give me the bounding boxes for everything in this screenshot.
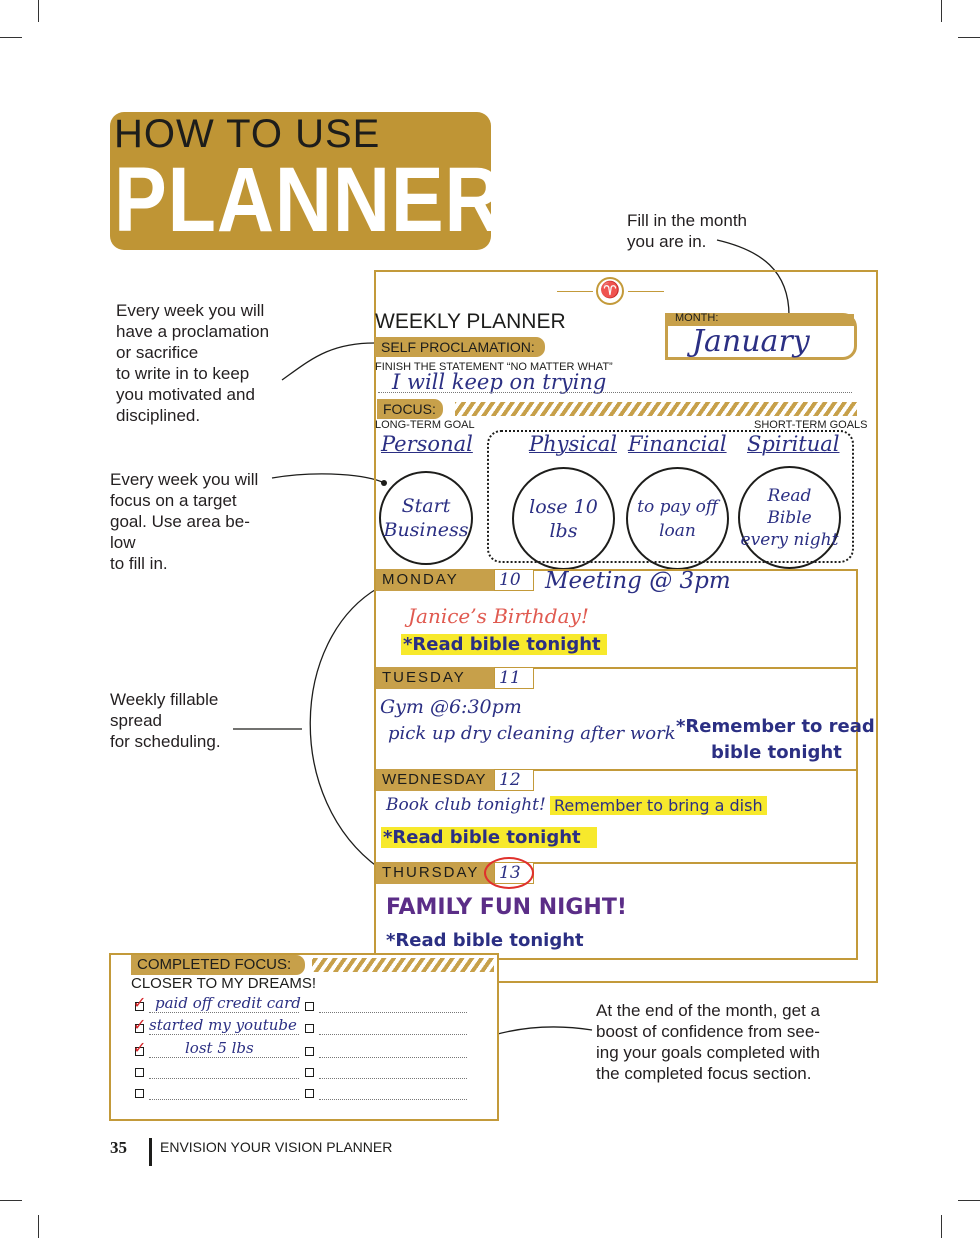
wednesday-entry-3: *Read bible tonight xyxy=(381,827,597,848)
checkmark-icon: ✓ xyxy=(133,995,147,1012)
item-line[interactable] xyxy=(319,1099,467,1100)
annotation-proclamation: Every week you will have a proclamation or sacrifice to write in to keep you motivated and disciplined. xyxy=(116,301,270,425)
goal-heading-physical: Physical xyxy=(529,432,618,456)
monday-entry-2: Janice’s Birthday! xyxy=(408,604,589,628)
item-line[interactable] xyxy=(319,1057,467,1058)
tuesday-entry-1: Gym @6:30pm xyxy=(380,696,522,718)
item-line[interactable] xyxy=(149,1099,299,1100)
goal-circle-financial[interactable]: to pay off loan xyxy=(626,467,729,570)
checkbox[interactable] xyxy=(305,1002,314,1011)
goal-circle-spiritual[interactable]: Read Bible every night xyxy=(738,466,841,569)
day-number-tuesday: 11 xyxy=(494,667,534,689)
title-line-2: PLANNER xyxy=(114,149,503,251)
checkbox[interactable] xyxy=(135,1089,144,1098)
completed-subtitle: CLOSER TO MY DREAMS! xyxy=(131,975,317,992)
checkbox[interactable] xyxy=(305,1024,314,1033)
day-number-monday: 10 xyxy=(494,569,534,591)
month-label: MONTH: xyxy=(675,312,719,324)
thursday-entry-1: FAMILY FUN NIGHT! xyxy=(386,895,627,920)
completed-item-2: started my youtube xyxy=(149,1016,297,1034)
month-value: January xyxy=(692,324,810,359)
checkbox[interactable] xyxy=(305,1068,314,1077)
day-label-thursday: THURSDAY xyxy=(376,862,494,884)
footer-divider xyxy=(149,1138,152,1166)
page-number: 35 xyxy=(110,1138,127,1157)
checkbox[interactable] xyxy=(305,1047,314,1056)
footer-title: ENVISION YOUR VISION PLANNER xyxy=(160,1139,393,1155)
checkmark-icon: ✓ xyxy=(133,1040,147,1057)
wednesday-entry-2: Remember to bring a dish xyxy=(550,796,767,815)
long-term-label: LONG-TERM GOAL xyxy=(375,419,475,431)
checkbox[interactable] xyxy=(305,1089,314,1098)
monday-entry-1: Meeting @ 3pm xyxy=(545,568,731,594)
day-label-tuesday: TUESDAY xyxy=(376,667,494,689)
completed-item-3: lost 5 lbs xyxy=(185,1039,254,1057)
day-number-thursday: 13 xyxy=(494,862,534,884)
checkbox[interactable] xyxy=(135,1068,144,1077)
day-label-monday: MONDAY xyxy=(376,569,494,591)
day-label-wednesday: WEDNESDAY xyxy=(376,769,494,791)
proclamation-prompt: FINISH THE STATEMENT “NO MATTER WHAT” xyxy=(375,361,613,373)
aries-sign-icon: ♈ xyxy=(596,277,624,305)
day-number-wednesday: 12 xyxy=(494,769,534,791)
goal-heading-financial: Financial xyxy=(628,432,727,456)
title-line-1: HOW TO USE xyxy=(114,112,381,156)
item-line[interactable] xyxy=(319,1012,467,1013)
annotation-completed: At the end of the month, get a boost of confidence from see- ing your goals completed with the completed focus section. xyxy=(596,1001,820,1083)
focus-stripe xyxy=(455,402,857,416)
planner-heading: WEEKLY PLANNER xyxy=(375,310,566,333)
short-term-label: SHORT-TERM GOALS xyxy=(754,419,868,431)
self-proclamation-label: SELF PROCLAMATION: xyxy=(375,337,545,357)
goal-circle-personal[interactable]: Start Business xyxy=(379,471,473,565)
item-line[interactable] xyxy=(319,1078,467,1079)
completed-stripe xyxy=(312,958,494,972)
tuesday-entry-2: pick up dry cleaning after work xyxy=(388,723,676,744)
ornament-line xyxy=(628,291,664,292)
goal-heading-personal: Personal xyxy=(381,432,473,456)
completed-focus-label: COMPLETED FOCUS: xyxy=(131,955,305,975)
goal-circle-physical[interactable]: lose 10 lbs xyxy=(512,467,615,570)
goal-heading-spiritual: Spiritual xyxy=(747,432,840,456)
annotation-month: Fill in the month you are in. xyxy=(627,211,747,251)
item-line[interactable] xyxy=(149,1012,299,1013)
ornament-line xyxy=(557,291,593,292)
date-circle-mark xyxy=(484,857,534,889)
proclamation-line[interactable] xyxy=(378,392,852,393)
tuesday-entry-4: bible tonight xyxy=(711,742,842,763)
proclamation-value: I will keep on trying xyxy=(392,370,607,394)
focus-label: FOCUS: xyxy=(377,399,443,419)
completed-item-1: paid off credit card xyxy=(155,994,301,1012)
monday-entry-3: *Read bible tonight xyxy=(401,634,607,655)
annotation-weekly: Weekly fillable spread for scheduling. xyxy=(110,690,221,751)
wednesday-entry-1: Book club tonight! xyxy=(386,795,546,815)
annotation-focus: Every week you will focus on a target goal. Use area be- low to fill in. xyxy=(110,470,259,573)
item-line[interactable] xyxy=(149,1057,299,1058)
item-line[interactable] xyxy=(319,1034,467,1035)
thursday-entry-2: *Read bible tonight xyxy=(386,930,584,951)
tuesday-entry-3: *Remember to read xyxy=(676,716,875,737)
item-line[interactable] xyxy=(149,1034,299,1035)
checkmark-icon: ✓ xyxy=(133,1017,147,1034)
item-line[interactable] xyxy=(149,1078,299,1079)
